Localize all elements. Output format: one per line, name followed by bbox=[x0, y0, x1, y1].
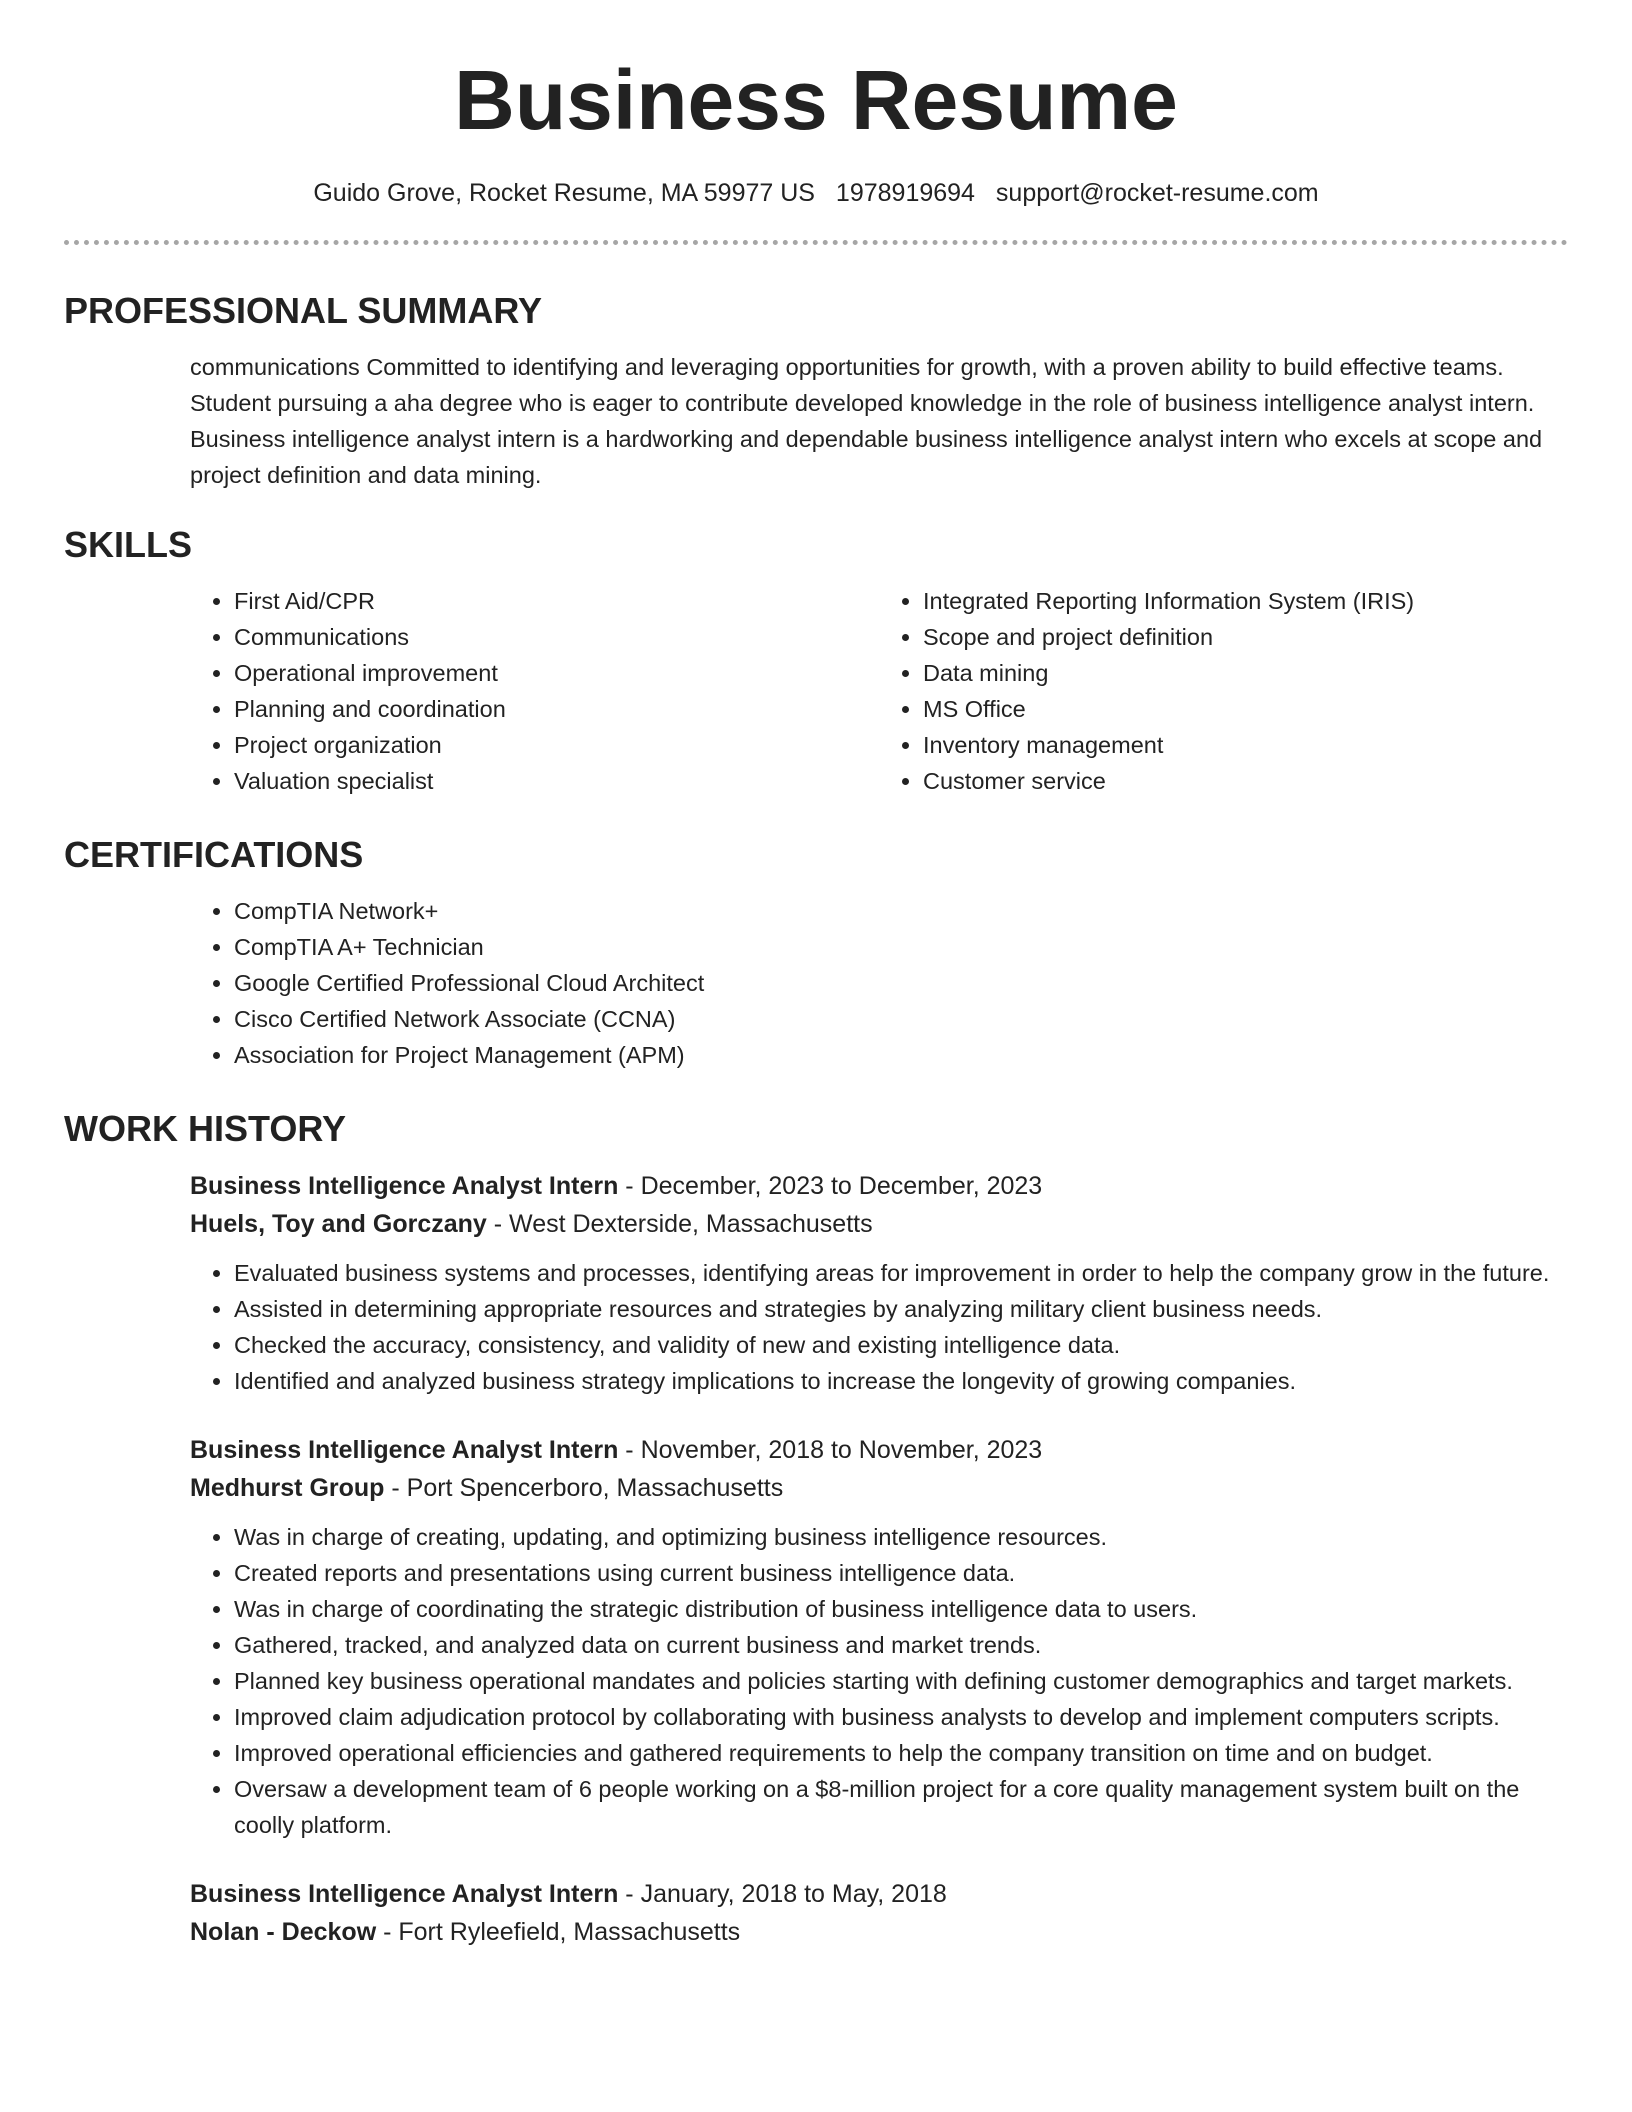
job-bullet: • Planned key business operational mandates and policies starting with defining customer demographics and target markets. bbox=[234, 1663, 1570, 1699]
certifications-heading: CERTIFICATIONS bbox=[64, 834, 364, 875]
job-role: Business Intelligence Analyst Intern bbox=[190, 1436, 619, 1464]
certification-item: • CompTIA Network+ bbox=[234, 893, 1568, 929]
header-divider bbox=[64, 240, 1568, 245]
job-title-line bbox=[190, 1431, 1570, 1469]
skill-item: • First Aid/CPR bbox=[234, 583, 879, 619]
job-location: - Fort Ryleefield, Massachusetts bbox=[376, 1918, 741, 1946]
certification-item: • Association for Project Management (APM) bbox=[234, 1037, 1568, 1073]
skill-item: • Customer service bbox=[923, 763, 1568, 799]
certification-item: • Google Certified Professional Cloud Architect bbox=[234, 965, 1568, 1001]
job-bullet: • Identified and analyzed business strategy implications to increase the longevity of growing companies. bbox=[234, 1363, 1570, 1399]
job-bullet: • Was in charge of coordinating the strategic distribution of business intelligence data to users. bbox=[234, 1591, 1570, 1627]
skill-item: • Planning and coordination bbox=[234, 691, 879, 727]
job-bullets bbox=[190, 1519, 1570, 1843]
contact-line bbox=[64, 176, 1568, 210]
job-dates: - November, 2018 to November, 2023 bbox=[618, 1436, 1043, 1464]
job-bullet: • Was in charge of creating, updating, and optimizing business intelligence resources. bbox=[234, 1519, 1570, 1555]
summary-heading: PROFESSIONAL SUMMARY bbox=[64, 290, 543, 331]
job-company: Huels, Toy and Gorczany bbox=[190, 1210, 487, 1238]
job-location: - Port Spencerboro, Massachusetts bbox=[384, 1474, 784, 1502]
skill-item: • Communications bbox=[234, 619, 879, 655]
job-title-line bbox=[190, 1875, 1570, 1913]
resume-name: Business Resume bbox=[454, 53, 1178, 147]
job-bullet: • Improved claim adjudication protocol by collaborating with business analysts to develop and implement computers scripts. bbox=[234, 1699, 1570, 1735]
phone: 1978919694 bbox=[835, 179, 975, 207]
skills-column-right bbox=[879, 583, 1568, 799]
certifications-list bbox=[190, 893, 1568, 1073]
job-dates: - December, 2023 to December, 2023 bbox=[618, 1172, 1043, 1200]
skill-item: • Data mining bbox=[923, 655, 1568, 691]
job-bullet: • Oversaw a development team of 6 people working on a $8-million project for a core quality management system built on the coolly platform. bbox=[234, 1771, 1570, 1843]
job-company-line bbox=[190, 1469, 1570, 1507]
resume-page bbox=[64, 0, 1568, 1951]
skills-list bbox=[190, 583, 1568, 799]
job-bullet: • Evaluated business systems and processes, identifying areas for improvement in order to help the company grow in the future. bbox=[234, 1255, 1570, 1291]
job-bullets bbox=[190, 1255, 1570, 1399]
skills-heading: SKILLS bbox=[64, 524, 193, 565]
job-bullet: • Improved operational efficiencies and gathered requirements to help the company transition on time and on budget. bbox=[234, 1735, 1570, 1771]
skill-item: • Inventory management bbox=[923, 727, 1568, 763]
address: Guido Grove, Rocket Resume, MA 59977 US bbox=[313, 179, 815, 207]
job-role: Business Intelligence Analyst Intern bbox=[190, 1172, 619, 1200]
job-location: - West Dexterside, Massachusetts bbox=[486, 1210, 873, 1238]
skill-item: • Integrated Reporting Information System (IRIS) bbox=[923, 583, 1568, 619]
job-bullet: • Assisted in determining appropriate resources and strategies by analyzing military client business needs. bbox=[234, 1291, 1570, 1327]
job-company-line bbox=[190, 1205, 1570, 1243]
job-entry bbox=[190, 1875, 1570, 1951]
skill-item: • Scope and project definition bbox=[923, 619, 1568, 655]
job-company-line bbox=[190, 1913, 1570, 1951]
certifications-bullets bbox=[190, 893, 1568, 1073]
skill-item: • MS Office bbox=[923, 691, 1568, 727]
certification-item: • CompTIA A+ Technician bbox=[234, 929, 1568, 965]
skill-item: • Project organization bbox=[234, 727, 879, 763]
work-history-heading: WORK HISTORY bbox=[64, 1108, 347, 1149]
job-bullet: • Gathered, tracked, and analyzed data on current business and market trends. bbox=[234, 1627, 1570, 1663]
job-entry bbox=[190, 1167, 1570, 1399]
skill-item: • Valuation specialist bbox=[234, 763, 879, 799]
job-company: Nolan - Deckow bbox=[190, 1918, 377, 1946]
summary-text: communications Committed to identifying and leveraging opportunities for growth, with a proven ability to build effective teams. Student pursuing a aha degree who is eager to contribute developed knowledge in the role of business intelligence analyst intern. Business intelligence analyst intern is a hardworking and dependable business intelligence analyst intern who excels at scope and project definition and data mining. bbox=[190, 354, 1543, 488]
skills-column-left bbox=[190, 583, 879, 799]
job-entry bbox=[190, 1431, 1570, 1843]
job-bullet: • Checked the accuracy, consistency, and validity of new and existing intelligence data. bbox=[234, 1327, 1570, 1363]
job-company: Medhurst Group bbox=[190, 1474, 385, 1502]
certification-item: • Cisco Certified Network Associate (CCNA) bbox=[234, 1001, 1568, 1037]
job-bullet: • Created reports and presentations using current business intelligence data. bbox=[234, 1555, 1570, 1591]
job-dates: - January, 2018 to May, 2018 bbox=[618, 1880, 947, 1908]
email: support@rocket-resume.com bbox=[995, 179, 1319, 207]
job-title-line bbox=[190, 1167, 1570, 1205]
job-role: Business Intelligence Analyst Intern bbox=[190, 1880, 619, 1908]
skill-item: • Operational improvement bbox=[234, 655, 879, 691]
